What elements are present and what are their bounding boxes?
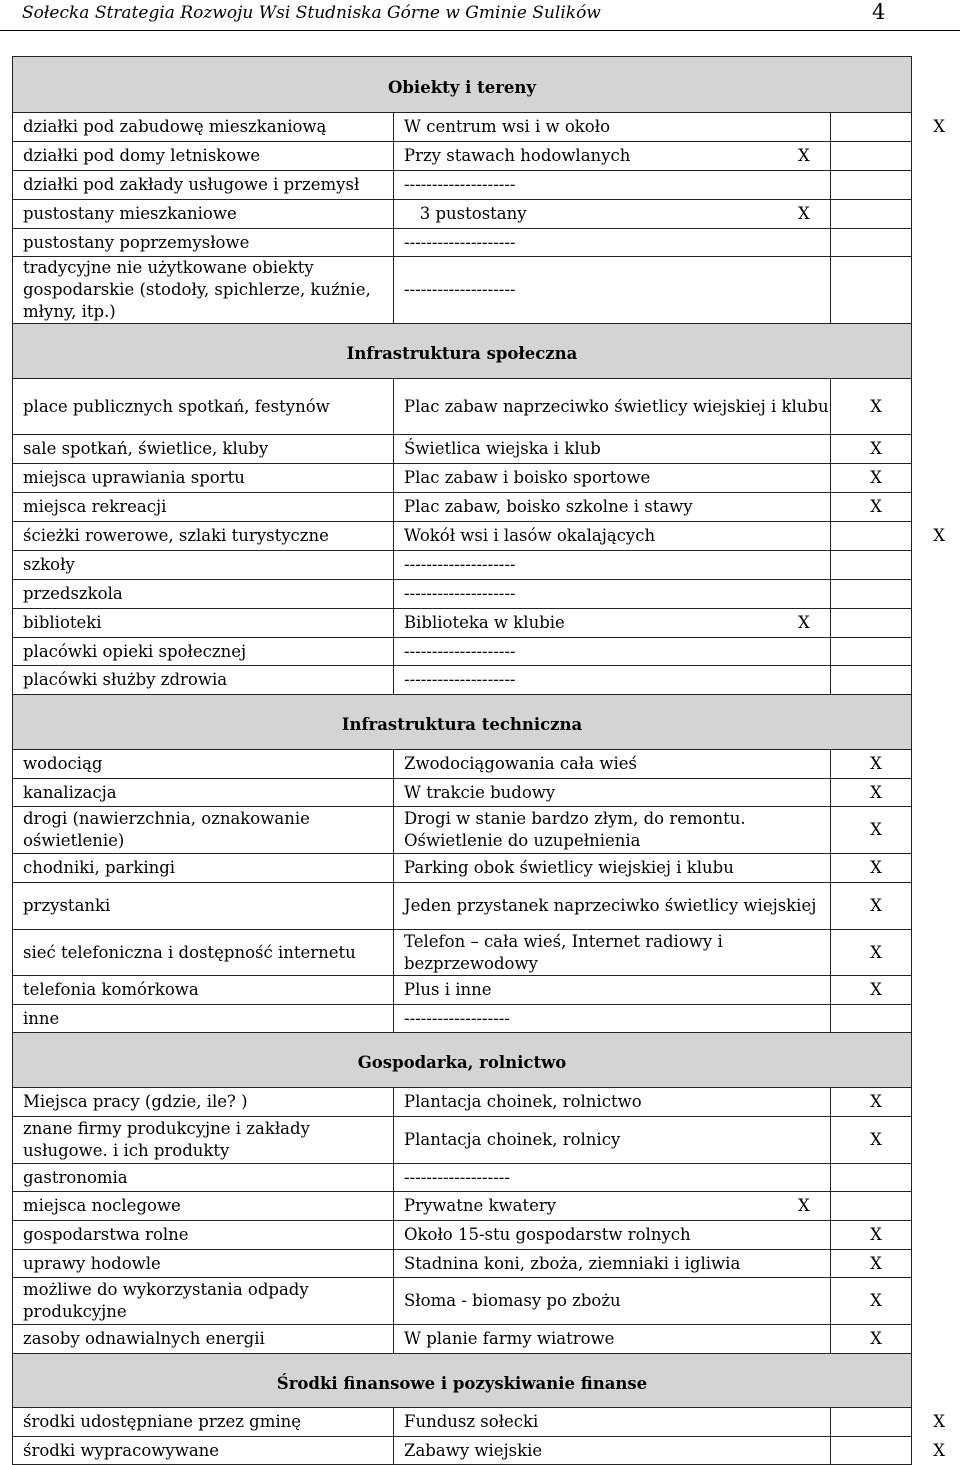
resource-name-cell: możliwe do wykorzystania odpady produkcyjne [13, 1278, 394, 1325]
resource-description-cell: -------------------- [394, 580, 831, 609]
availability-mark-cell [831, 580, 912, 609]
availability-mark: X [870, 896, 882, 915]
availability-mark-cell [831, 551, 912, 580]
availability-mark: X [933, 526, 945, 545]
resource-name-cell: tradycyjne nie użytkowane obiekty gospodarskie (stodoły, spichlerze, kuźnie, młyny, itp.) [13, 257, 394, 324]
resource-description-cell: W centrum wsi i w około [394, 113, 831, 142]
resource-name-cell: place publicznych spotkań, festynów [13, 379, 394, 435]
resource-description-cell: W trakcie budowy [394, 779, 831, 807]
resource-description-cell: Wokół wsi i lasów okalających [394, 522, 831, 551]
availability-mark-cell [831, 435, 912, 464]
table-body [13, 57, 945, 1465]
availability-mark: X [933, 117, 945, 136]
table-row [13, 1408, 912, 1437]
section-header [13, 1033, 912, 1088]
resource-name-cell: środki udostępniane przez gminę [13, 1408, 394, 1437]
availability-mark-cell [798, 1192, 912, 1221]
availability-mark: X [870, 754, 882, 773]
availability-mark: X [798, 146, 810, 165]
table-row [13, 379, 912, 435]
availability-mark-cell [831, 666, 912, 695]
resource-description-cell: W planie farmy wiatrowe [394, 1325, 831, 1354]
availability-mark-cell [798, 609, 912, 638]
availability-mark: X [870, 820, 882, 839]
table-row [13, 807, 912, 854]
availability-mark-cell [831, 1221, 912, 1250]
table-row [13, 580, 912, 609]
availability-mark-cell [831, 1408, 945, 1437]
table-row [13, 883, 912, 930]
availability-mark: X [870, 396, 882, 416]
availability-mark: X [870, 1130, 882, 1149]
table-row [13, 1088, 912, 1117]
table-row [13, 522, 912, 551]
resource-description-cell: Jeden przystanek naprzeciwko świetlicy wiejskiej [394, 883, 831, 930]
page-number: 4 [872, 0, 886, 24]
resource-name-cell: placówki służby zdrowia [13, 666, 394, 695]
resource-description-cell: Plantacja choinek, rolnictwo [394, 1088, 831, 1117]
availability-mark-cell [831, 883, 912, 930]
availability-mark: X [798, 1196, 810, 1215]
table-row [13, 464, 912, 493]
table-row [13, 435, 912, 464]
resource-name-cell: drogi (nawierzchnia, oznakowanie oświetlenie) [13, 807, 394, 854]
resource-name-cell: placówki opieki społecznej [13, 638, 394, 666]
section-title: Gospodarka, rolnictwo [13, 1033, 912, 1088]
resource-name-cell: telefonia komórkowa [13, 976, 394, 1005]
resource-name-cell: biblioteki [13, 609, 394, 638]
resource-name-cell: działki pod zakłady usługowe i przemysł [13, 171, 394, 200]
availability-mark: X [870, 858, 882, 877]
page-header [0, 0, 960, 30]
availability-mark: X [870, 942, 882, 962]
resource-description-cell: Fundusz sołecki [394, 1408, 831, 1437]
availability-mark-cell [831, 1164, 912, 1192]
table-row [13, 1164, 912, 1192]
resource-name-cell: inne [13, 1005, 394, 1033]
availability-mark-cell [831, 976, 912, 1005]
resource-name-cell: zasoby odnawialnych energii [13, 1325, 394, 1354]
availability-mark: X [870, 1253, 882, 1273]
resource-name-cell: pustostany mieszkaniowe [13, 200, 394, 229]
resource-description-cell: ------------------- [394, 1164, 831, 1192]
resource-description-cell: Słoma - biomasy po zbożu [394, 1278, 831, 1325]
resource-description-cell: -------------------- [394, 666, 831, 695]
table-row [13, 1278, 912, 1325]
section-header [13, 57, 912, 113]
resource-description-cell: 3 pustostany [394, 200, 831, 229]
section-title: Infrastruktura społeczna [13, 324, 912, 379]
availability-mark-cell [831, 930, 912, 976]
resource-name-cell: gospodarstwa rolne [13, 1221, 394, 1250]
table-row [13, 930, 912, 976]
availability-mark-cell [831, 807, 912, 854]
resource-description-cell: Zabawy wiejskie [394, 1437, 831, 1465]
availability-mark-cell [831, 1005, 912, 1033]
resource-name-cell: chodniki, parkingi [13, 854, 394, 883]
resource-description-cell: -------------------- [394, 638, 831, 666]
resource-description-cell: Plac zabaw, boisko szkolne i stawy [394, 493, 831, 522]
table-row [13, 142, 912, 171]
resource-description-cell: Przy stawach hodowlanych [394, 142, 831, 171]
availability-mark: X [870, 439, 882, 458]
availability-mark-cell [831, 379, 912, 435]
table-row [13, 976, 912, 1005]
availability-mark: X [870, 980, 882, 999]
table-row [13, 1005, 912, 1033]
resource-description-cell: Plantacja choinek, rolnicy [394, 1117, 831, 1164]
table-row [13, 1117, 912, 1164]
header-title: Sołecka Strategia Rozwoju Wsi Studniska Górne w Gminie Sulików [22, 3, 601, 23]
resource-name-cell: miejsca rekreacji [13, 493, 394, 522]
availability-mark-cell [831, 229, 912, 257]
availability-mark: X [870, 782, 882, 802]
availability-mark-cell [831, 1278, 912, 1325]
resource-name-cell: miejsca noclegowe [13, 1192, 394, 1221]
availability-mark-cell [831, 522, 945, 551]
resource-name-cell: przystanki [13, 883, 394, 930]
availability-mark: X [870, 1329, 882, 1348]
village-resources-table [12, 56, 945, 1465]
resource-description-cell: Plac zabaw naprzeciwko świetlicy wiejskiej i klubu [394, 379, 831, 435]
resource-name-cell: znane firmy produkcyjne i zakłady usługowe. i ich produkty [13, 1117, 394, 1164]
availability-mark: X [870, 1225, 882, 1244]
availability-mark-cell [831, 113, 945, 142]
resource-name-cell: pustostany poprzemysłowe [13, 229, 394, 257]
table-row [13, 1250, 912, 1278]
resource-description-cell: -------------------- [394, 257, 831, 324]
resource-description-cell: -------------------- [394, 229, 831, 257]
table-row [13, 666, 912, 695]
table-row [13, 1325, 912, 1354]
availability-mark: X [933, 1412, 945, 1431]
resource-description-cell: -------------------- [394, 551, 831, 580]
availability-mark: X [870, 1092, 882, 1111]
resource-description-cell: Parking obok świetlicy wiejskiej i klubu [394, 854, 831, 883]
table-row [13, 113, 912, 142]
section-header [13, 324, 912, 379]
availability-mark: X [798, 613, 810, 632]
resource-description-cell: -------------------- [394, 171, 831, 200]
availability-mark-cell [831, 493, 912, 522]
availability-mark-cell [831, 750, 912, 779]
availability-mark-cell [831, 779, 912, 807]
resource-name-cell: działki pod domy letniskowe [13, 142, 394, 171]
availability-mark: X [798, 204, 810, 223]
availability-mark-cell [798, 142, 912, 171]
table-row [13, 1221, 912, 1250]
table-row [13, 229, 912, 257]
resource-description-cell: Drogi w stanie bardzo złym, do remontu. Oświetlenie do uzupełnienia [394, 807, 831, 854]
resource-name-cell: szkoły [13, 551, 394, 580]
availability-mark: X [933, 1440, 945, 1460]
table-row [13, 750, 912, 779]
table-row [13, 200, 912, 229]
resource-description-cell: Prywatne kwatery [394, 1192, 831, 1221]
resource-name-cell: przedszkola [13, 580, 394, 609]
resource-description-cell: Zwodociągowania cała wieś [394, 750, 831, 779]
availability-mark-cell [831, 171, 912, 200]
resource-description-cell: Plac zabaw i boisko sportowe [394, 464, 831, 493]
table-row [13, 609, 912, 638]
availability-mark-cell [831, 1250, 912, 1278]
table-row [13, 171, 912, 200]
availability-mark-cell [831, 257, 912, 324]
section-title: Infrastruktura techniczna [13, 695, 912, 750]
resource-description-cell: Około 15-stu gospodarstw rolnych [394, 1221, 831, 1250]
table-row [13, 257, 912, 324]
resource-description-cell: Telefon – cała wieś, Internet radiowy i bezprzewodowy [394, 930, 831, 976]
resource-name-cell: ścieżki rowerowe, szlaki turystyczne [13, 522, 394, 551]
availability-mark-cell [831, 1325, 912, 1354]
availability-mark-cell [831, 854, 912, 883]
resource-name-cell: gastronomia [13, 1164, 394, 1192]
availability-mark-cell [831, 1117, 912, 1164]
resource-name-cell: Miejsca pracy (gdzie, ile? ) [13, 1088, 394, 1117]
section-header [13, 695, 912, 750]
availability-mark-cell [831, 638, 912, 666]
section-header [13, 1354, 912, 1408]
resource-name-cell: miejsca uprawiania sportu [13, 464, 394, 493]
table-row [13, 854, 912, 883]
availability-mark-cell [831, 1088, 912, 1117]
resource-description-cell: ------------------- [394, 1005, 831, 1033]
resource-description-cell: Plus i inne [394, 976, 831, 1005]
resource-name-cell: wodociąg [13, 750, 394, 779]
availability-mark-cell [798, 200, 912, 229]
availability-mark: X [870, 468, 882, 487]
resource-name-cell: działki pod zabudowę mieszkaniową [13, 113, 394, 142]
section-title: Środki finansowe i pozyskiwanie finanse [13, 1354, 912, 1408]
table-row [13, 551, 912, 580]
resource-name-cell: uprawy hodowle [13, 1250, 394, 1278]
resource-description-cell: Świetlica wiejska i klub [394, 435, 831, 464]
table-row [13, 638, 912, 666]
table-row [13, 779, 912, 807]
resource-name-cell: środki wypracowywane [13, 1437, 394, 1465]
resource-name-cell: sale spotkań, świetlice, kluby [13, 435, 394, 464]
availability-mark: X [870, 497, 882, 516]
resource-description-cell: Biblioteka w klubie [394, 609, 831, 638]
resource-description-cell: Stadnina koni, zboża, ziemniaki i igliwia [394, 1250, 831, 1278]
availability-mark-cell [831, 464, 912, 493]
resource-name-cell: kanalizacja [13, 779, 394, 807]
header-divider [0, 30, 960, 31]
table-row [13, 493, 912, 522]
section-title: Obiekty i tereny [13, 57, 912, 113]
resource-name-cell: sieć telefoniczna i dostępność internetu [13, 930, 394, 976]
availability-mark: X [870, 1291, 882, 1310]
table-row [13, 1192, 912, 1221]
